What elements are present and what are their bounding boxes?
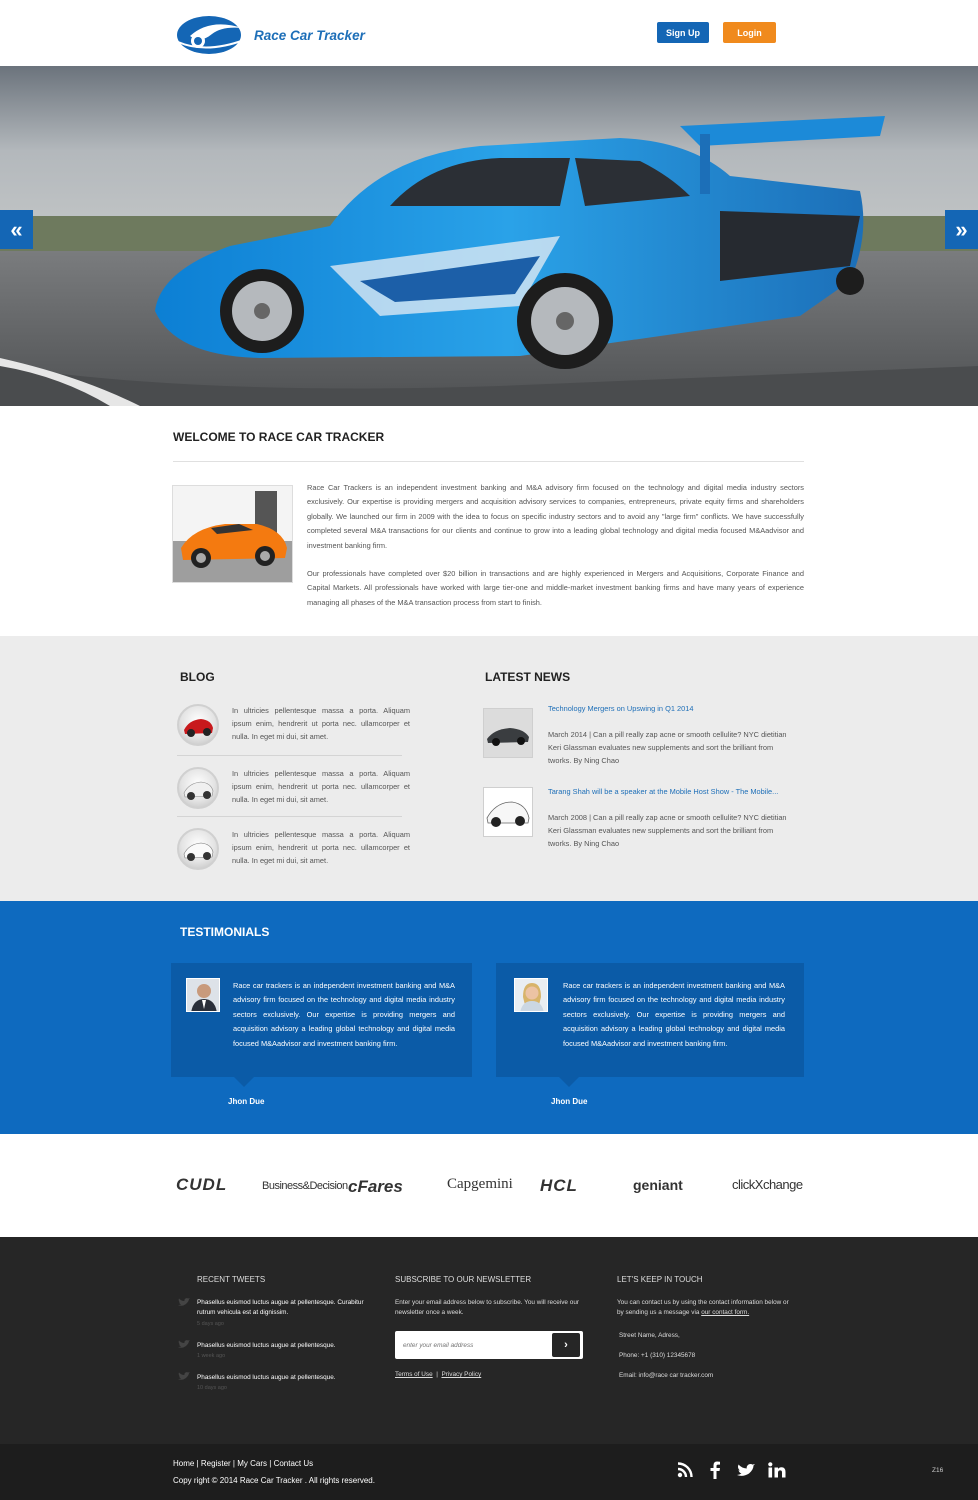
blog-text: In ultricies pellentesque massa a porta. Aliquam ipsum enim, hendrerit ut porta nec. ullamcorper et nulla. In eget mi dui, sit amet. [232, 706, 410, 741]
tweet-text: Phasellus euismod luctus augue at pellentesque. Curabitur rutrum vehicula est at dignissim. [197, 1299, 364, 1316]
list-item[interactable] [177, 704, 410, 752]
privacy-link[interactable]: Privacy Policy [441, 1371, 482, 1378]
facebook-icon[interactable] [706, 1461, 724, 1479]
rss-icon[interactable] [676, 1461, 694, 1479]
terms-link[interactable]: Terms of Use [395, 1371, 433, 1378]
link-separator: | [196, 1459, 199, 1468]
news-thumbnail [483, 708, 533, 758]
subscribe-button[interactable]: › [552, 1333, 580, 1357]
newsletter-text: Enter your email address below to subscribe. You will receive our newsletter once a week. [395, 1299, 580, 1316]
slider-prev-button[interactable]: « [0, 210, 33, 249]
footer-link-my-cars[interactable]: My Cars [237, 1459, 268, 1468]
news-title: LATEST NEWS [485, 670, 571, 684]
bottom-bar [0, 1444, 978, 1500]
slider-next-button[interactable]: » [945, 210, 978, 249]
partner-logo-cudl[interactable]: CUDL [176, 1175, 228, 1194]
divider [177, 816, 402, 817]
divider [177, 755, 402, 756]
tweet-text: Phasellus euismod luctus augue at pellentesque. [197, 1342, 336, 1349]
blog-text: In ultricies pellentesque massa a porta. Aliquam ipsum enim, hendrerit ut porta nec. ullamcorper et nulla. In eget mi dui, sit amet. [232, 830, 410, 865]
contact-text [617, 1298, 797, 1318]
footer-policy-links [395, 1370, 481, 1380]
news-thumbnail [483, 787, 533, 837]
newsletter-form [395, 1331, 583, 1359]
contact-phone: Phone: +1 (310) 12345678 [619, 1352, 696, 1359]
contact-description: You can contact us by using the contact information below or by sending us a message via [617, 1299, 789, 1316]
speech-tail [234, 1077, 254, 1087]
email-field[interactable] [403, 1339, 543, 1351]
footer-link-home[interactable]: Home [173, 1459, 195, 1468]
testimonial-text: Race car trackers is an independent investment banking and M&A advisory firm focused on the technology and digital media industry sectors exclusively. Our expertise is providing mergers and acquisition advisory a leading global technology and digital media focused M&Aadvisor and investment banking firm. [233, 981, 455, 1048]
avatar [514, 978, 548, 1012]
contact-address: Street Name, Adress, [619, 1332, 680, 1339]
speech-tail [559, 1077, 579, 1087]
blog-thumbnail [177, 704, 219, 746]
link-separator: | [269, 1459, 272, 1468]
logo[interactable] [176, 14, 365, 56]
partner-logo-clickxchange[interactable]: clickXchange [732, 1177, 803, 1192]
brand-name: Race Car Tracker [254, 27, 365, 43]
testimonial-card [496, 963, 804, 1077]
testimonial-card [171, 963, 472, 1077]
news-headline-link[interactable]: Technology Mergers on Upswing in Q1 2014 [548, 704, 694, 713]
news-text: March 2014 | Can a pill really zap acne or smooth cellulite? NYC dietitian Keri Glassman evaluates new supplements and sort the brilliant from tworks. By Ning Chao [548, 730, 787, 765]
welcome-title: WELCOME TO RACE CAR TRACKER [173, 430, 385, 444]
welcome-paragraph: Our professionals have completed over $20 billion in transactions and are highly experienced in Mergers and Acquisitions, Corporate Finance and Capital Markets. All professionals have worked with large tier-one and middle-market investment banking firms and have many years of experience managing all phases of the M&A transaction process from start to finish. [307, 569, 804, 607]
tweet-time: 10 days ago [197, 1385, 227, 1391]
copyright: Copy right © 2014 Race Car Tracker . All rights reserved. [173, 1476, 375, 1485]
tweet-text: Phasellus euismod luctus augue at pellentesque. [197, 1374, 336, 1381]
twitter-bird-icon [178, 1372, 190, 1381]
blog-thumbnail [177, 828, 219, 870]
orange-car-image [172, 485, 293, 583]
news-headline-link[interactable]: Tarang Shah will be a speaker at the Mobile Host Show - The Mobile... [548, 787, 779, 796]
contact-form-link[interactable]: our contact form. [701, 1309, 750, 1316]
hero-slider [0, 66, 978, 406]
partner-logo-capgemini[interactable]: Capgemini [447, 1176, 513, 1192]
testimonials-section [0, 901, 978, 1134]
footer-link-register[interactable]: Register [200, 1459, 231, 1468]
site-badge: Z16 [932, 1467, 944, 1474]
testimonial-author: Jhon Due [551, 1097, 588, 1106]
partner-logo-hcl[interactable]: HCL [540, 1176, 578, 1195]
link-separator: | [436, 1371, 438, 1378]
car-logo-icon [176, 14, 246, 56]
blog-text: In ultricies pellentesque massa a porta. Aliquam ipsum enim, hendrerit ut porta nec. ullamcorper et nulla. In eget mi dui, sit amet. [232, 769, 410, 804]
welcome-paragraph: Race Car Trackers is an independent investment banking and M&A advisory firm focused on the technology and digital media industry sectors exclusively. Our expertise is providing mergers and acquisition advisory services to companies, entrepreneurs, private equity firms and shareholders globally. We launched our firm in 2009 with the idea to focus on specific industry sectors and to avoid any "large firm" conflicts. We have successfully completed several M&A transactions for our clients and continue to grow into a leading global technology and digital media focused M&Aadvisor and investment banking firm. [307, 483, 804, 550]
divider [173, 461, 804, 462]
partner-logo-cfares[interactable]: cFares [348, 1177, 403, 1196]
contact-title: LET'S KEEP IN TOUCH [617, 1275, 703, 1284]
welcome-text [307, 481, 804, 610]
login-button[interactable]: Login [723, 22, 776, 43]
link-separator: | [232, 1459, 235, 1468]
tweet-time: 1 week ago [197, 1353, 226, 1359]
linkedin-icon[interactable] [768, 1461, 786, 1479]
footer-link-contact[interactable]: Contact Us [273, 1459, 314, 1468]
race-car-image [0, 66, 978, 406]
twitter-bird-icon [178, 1298, 190, 1307]
site-header [0, 0, 978, 66]
testimonial-text: Race car trackers is an independent investment banking and M&A advisory firm focused on the technology and digital media industry sectors exclusively. Our expertise is providing mergers and acquisition advisory a leading global technology and digital media focused M&Aadvisor and investment banking firm. [563, 981, 785, 1048]
contact-email: Email: info@race car tracker.com [619, 1372, 714, 1379]
newsletter-title: SUBSCRIBE TO OUR NEWSLETTER [395, 1275, 532, 1284]
twitter-bird-icon [178, 1340, 190, 1349]
testimonials-title: TESTIMONIALS [180, 925, 270, 939]
list-item[interactable] [177, 828, 410, 876]
testimonial-author: Jhon Due [228, 1097, 265, 1106]
partner-logo-business-decision[interactable]: Business&Decision [262, 1180, 348, 1192]
twitter-icon[interactable] [737, 1461, 755, 1479]
partner-logo-geniant[interactable]: geniant [633, 1177, 683, 1193]
avatar [186, 978, 220, 1012]
signup-button[interactable]: Sign Up [657, 22, 709, 43]
footer-nav [173, 1459, 313, 1468]
list-item[interactable] [177, 767, 410, 815]
blog-thumbnail [177, 767, 219, 809]
blog-title: BLOG [180, 670, 215, 684]
tweet-time: 5 days ago [197, 1321, 224, 1327]
recent-tweets-title: RECENT TWEETS [197, 1275, 266, 1284]
news-text: March 2008 | Can a pill really zap acne or smooth cellulite? NYC dietitian Keri Glassman evaluates new supplements and sort the brilliant from tworks. By Ning Chao [548, 813, 787, 848]
